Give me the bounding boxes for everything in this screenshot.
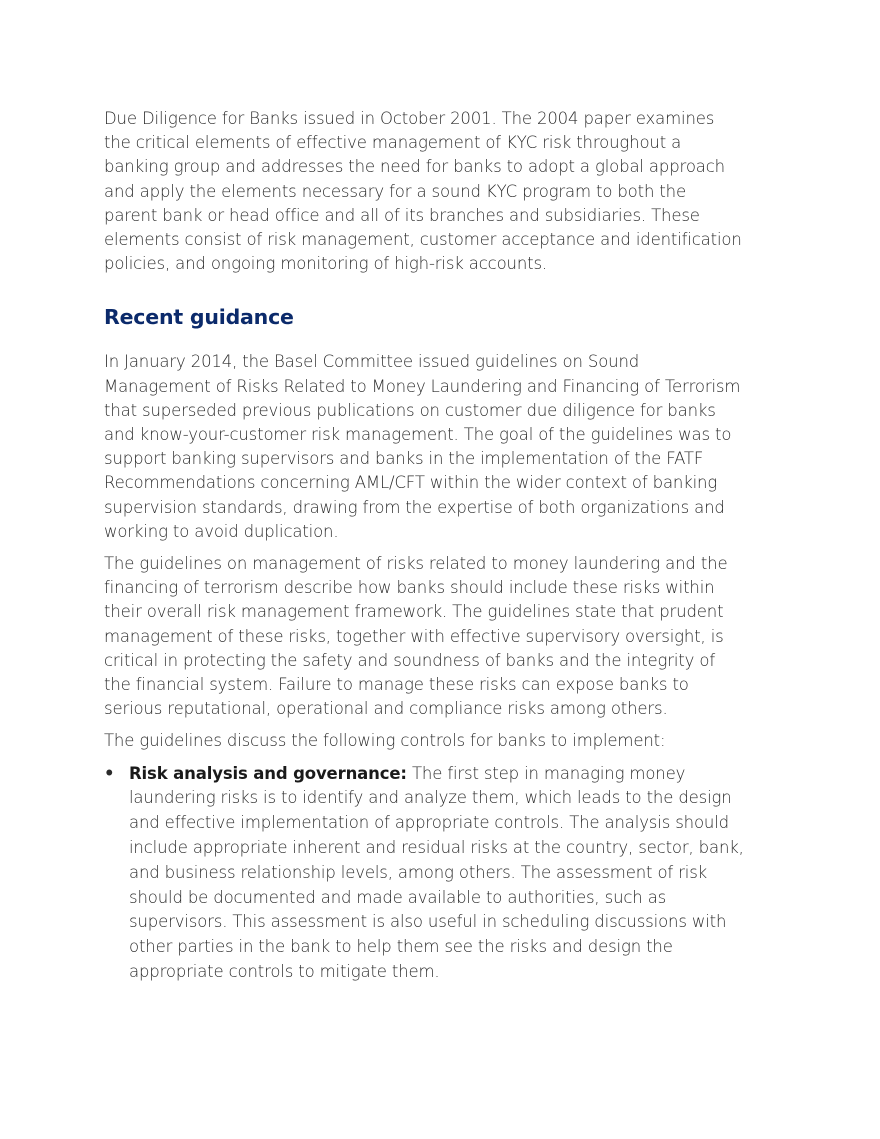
paragraph-basel-guidelines: In January 2014, the Basel Committee issued guidelines on Sound Management of Risks Related to Money Laundering and Financing of Terrorism that superseded previous publications on customer due diligence for banks and know-your-customer risk management. The goal of the guidelines was to support banking supervisors and banks in the implementation of the FATF Recommendations concerning AML/CFT within the wider context of banking supervision standards, drawing from the expertise of both organizations and working to avoid duplication.	[104, 352, 741, 541]
bullet-icon: •	[104, 763, 115, 783]
controls-list	[104, 762, 744, 985]
paragraph-controls-intro: The guidelines discuss the following controls for banks to implement:	[104, 731, 666, 751]
section-heading: Recent guidance	[104, 305, 294, 330]
document-page	[104, 107, 744, 985]
list-item-term: Risk analysis and governance:	[129, 763, 407, 783]
list-item	[104, 762, 744, 985]
intro-paragraph: Due Diligence for Banks issued in October 2001. The 2004 paper examines the critical elements of effective management of KYC risk throughout a banking group and addresses the need for banks to adopt a global approach and apply the elements necessary for a sound KYC program to both the parent bank or head office and all of its branches and subsidiaries. These elements consist of risk management, customer acceptance and identification policies, and ongoing monitoring of high-risk accounts.	[104, 109, 742, 274]
paragraph-risk-management: The guidelines on management of risks related to money laundering and the financing of terrorism describe how banks should include these risks within their overall risk management framework. The guidelines state that prudent management of these risks, together with effective supervisory oversight, is critical in protecting the safety and soundness of banks and the integrity of the financial system. Failure to manage these risks can expose banks to serious reputational, operational and compliance risks among others.	[104, 554, 728, 719]
list-item-text: The first step in managing money laundering risks is to identify and analyze them, which leads to the design and effective implementation of appropriate controls. The analysis should include appropriate inherent and residual risks at the country, sector, bank, and business relationship levels, among others. The assessment of risk should be documented and made available to authorities, such as supervisors. This assessment is also useful in scheduling discussions with other parties in the bank to help them see the risks and design the appropriate controls to mitigate them.	[129, 763, 744, 982]
